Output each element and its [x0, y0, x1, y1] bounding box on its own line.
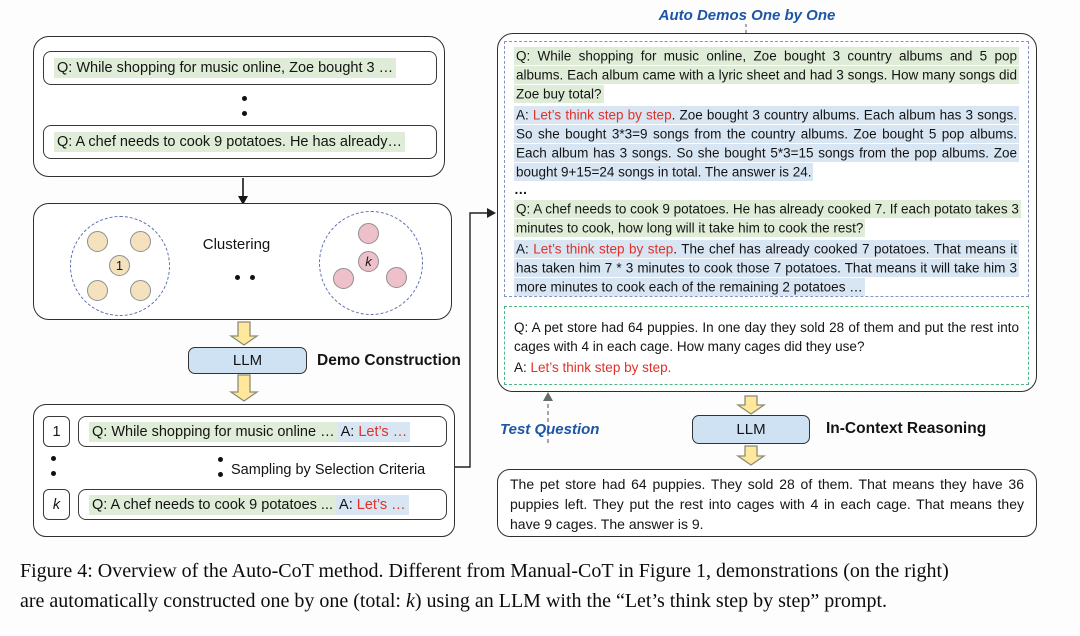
- demo-index-1-label: 1: [52, 423, 61, 440]
- llm-label: LLM: [232, 352, 263, 369]
- demo-1-question: Q: While shopping for music online, Zoe bought 3 country albums and 5 pop albums. Each album came with a lyric sheet and had 3 songs. How many songs did Zoe buy total?: [516, 48, 1017, 101]
- ellipsis-dots-icon: [51, 456, 56, 461]
- ellipsis-dots-icon: [242, 111, 247, 116]
- down-block-arrow-panel-llm: [738, 396, 764, 414]
- auto-demos-section: [504, 41, 1029, 297]
- demo-index-k-label: k: [52, 496, 61, 513]
- figure-caption: [20, 556, 1070, 616]
- ellipsis-dots-icon: [242, 96, 247, 101]
- test-question-text: Q: A pet store had 64 puppies. In one day they sold 28 of them and put the rest into cages with 4 in each cage. How many cages did they use?: [514, 320, 1019, 354]
- demo-row-k: [78, 489, 447, 520]
- prompt-text: Let’s think step by step.: [530, 360, 672, 375]
- question-item-2: [43, 125, 437, 159]
- answer-prefix: A:: [514, 360, 531, 375]
- cluster-dot: [130, 280, 151, 301]
- demo-k-question: Q: A chef needs to cook 9 potatoes. He has already cooked 7. If each potato takes 3 minutes to cook, how long will it take him to cook the rest?: [516, 201, 1019, 235]
- questions-pool-box: [33, 36, 445, 177]
- k-variable: k: [405, 590, 415, 612]
- caption-line-2: are automatically constructed one by one (total: k) using an LLM with the “Let’s think step by step” prompt.: [20, 590, 888, 612]
- answer-box: The pet store had 64 puppies. They sold 28 of them. That means they have 36 puppies left. They put the rest into cages with 4 in each cage. That means they have 9 cages. The answer is 9.: [497, 469, 1037, 537]
- demo-index-1: [43, 416, 70, 447]
- cluster-dot: [87, 231, 108, 252]
- cluster-dot: [386, 267, 407, 288]
- answer-prefix: A:: [516, 241, 534, 256]
- demo-k-answer: [514, 239, 1019, 296]
- question-2-text: Q: A chef needs to cook 9 potatoes. He has already…: [54, 132, 405, 152]
- prompt-text: Let’s …: [356, 496, 406, 513]
- test-question-label: Test Question: [500, 421, 600, 438]
- cluster-dot: [333, 268, 354, 289]
- auto-demos-title: Auto Demos One by One: [658, 7, 836, 24]
- test-answer-prompt: [514, 358, 1019, 377]
- cluster-dot: [358, 223, 379, 244]
- demo-row-1-answer: [338, 422, 411, 442]
- down-block-arrow-llm-answer: [738, 446, 764, 465]
- clustering-box: [33, 203, 452, 320]
- cluster-k-label: k: [365, 254, 372, 269]
- llm-label: LLM: [736, 421, 766, 438]
- caption-line-1: Figure 4: Overview of the Auto-CoT method. Different from Manual-CoT in Figure 1, demonstrations (on the right): [20, 560, 949, 582]
- answer-rest: . Zoe bought 3 country albums. Each album has 3 songs. So she bought 3*3=9 songs from the country albums. Zoe bought 5 pop albums. Each album has 3 songs. So she bought 5*3=15 songs from the pop albums. Zoe bought 9+15=24 songs in total. The answer is 24.: [516, 107, 1017, 179]
- demo-row-k-answer: [336, 495, 409, 515]
- cluster-dot: [130, 231, 151, 252]
- demo-row-k-question: Q: A chef needs to cook 9 potatoes ...: [89, 495, 336, 515]
- ellipsis-dots-icon: [250, 275, 255, 280]
- prompt-text: Let’s think step by step: [533, 241, 674, 256]
- cluster-1-label: 1: [115, 258, 124, 273]
- in-context-reasoning-label: In-Context Reasoning: [826, 420, 987, 437]
- llm-box-demo-construction: [188, 347, 307, 374]
- connector-demos-to-panel: [455, 208, 496, 467]
- arrow-questions-to-clustering: [238, 178, 248, 205]
- cluster-dot: [87, 280, 108, 301]
- demo-construction-label: Demo Construction: [317, 352, 461, 369]
- demos-box: [33, 404, 455, 537]
- question-1-text: Q: While shopping for music online, Zoe bought 3 …: [54, 58, 396, 78]
- ellipsis-dots-icon: [51, 471, 56, 476]
- demo-1-answer: [514, 105, 1019, 181]
- prompt-text: Let’s think step by step: [532, 107, 672, 122]
- answer-rest: . The chef has already cooked 7 potatoes. That means it has taken him 7 * 3 minutes to cook those 7 potatoes. That means it will take him 3 more minutes to cook each of the remaining 2 potatoes …: [516, 241, 1017, 294]
- down-block-arrow-llm-demos: [231, 375, 257, 401]
- sampling-label: Sampling by Selection Criteria: [231, 462, 426, 478]
- demo-row-1-question: Q: While shopping for music online …: [89, 422, 338, 442]
- down-block-arrow-clustering-llm: [231, 322, 257, 345]
- llm-box-reasoning: [692, 415, 810, 444]
- clustering-label: Clustering: [202, 236, 271, 253]
- right-panel: [497, 33, 1037, 392]
- answer-prefix: A:: [516, 107, 533, 122]
- ellipsis-dots-icon: [218, 457, 223, 462]
- ellipsis-dots-icon: [235, 275, 240, 280]
- answer-prefix: A:: [339, 496, 357, 513]
- test-question-section: [504, 306, 1029, 385]
- cluster-1-center-dot: [109, 255, 130, 276]
- cluster-k-center-dot: [358, 251, 379, 272]
- demo-index-k: [43, 489, 70, 520]
- demo-row-1: [78, 416, 447, 447]
- question-item-1: [43, 51, 437, 85]
- ellipsis-dots-icon: [218, 472, 223, 477]
- demos-ellipsis: …: [514, 182, 530, 197]
- prompt-text: Let’s …: [358, 423, 408, 440]
- answer-prefix: A:: [340, 423, 359, 440]
